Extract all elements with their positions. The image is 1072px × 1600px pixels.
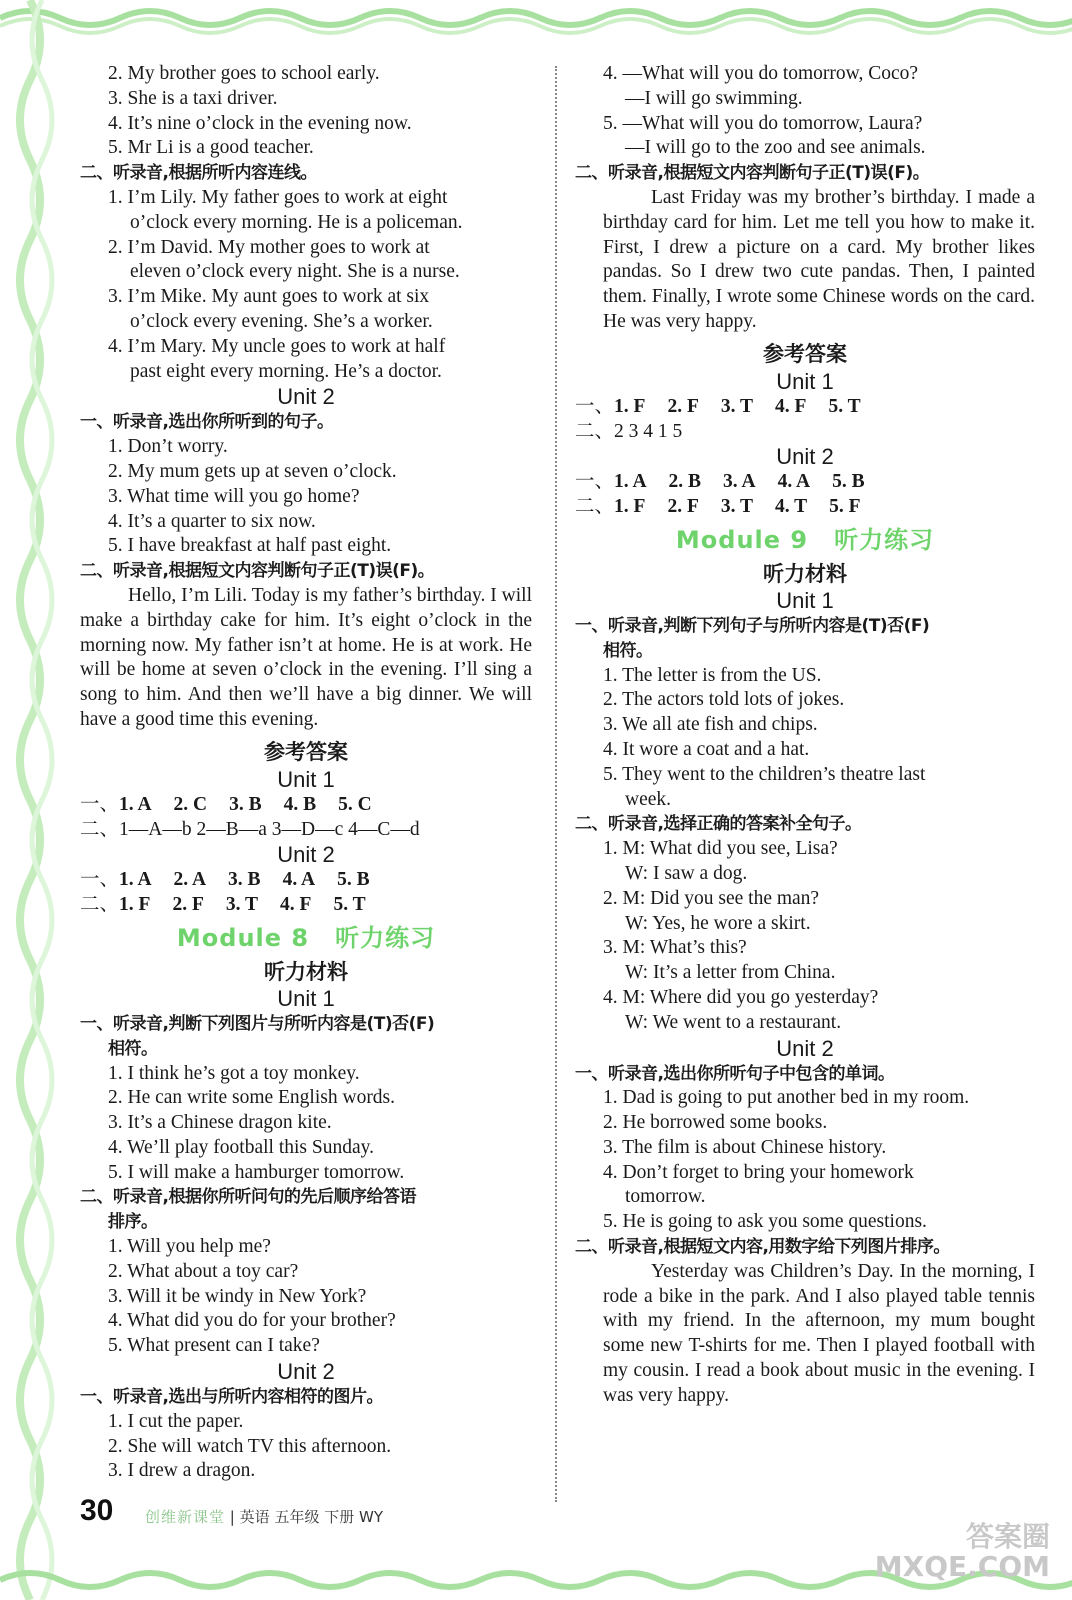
list-item: 1. Don’t worry.	[108, 436, 228, 458]
list-item: 5. I have breakfast at half past eight.	[108, 535, 392, 557]
watermark-line1: 答案圈	[965, 1520, 1050, 1553]
section-heading: 一、听录音,判断下列图片与所听内容是(T)否(F)	[80, 1013, 435, 1034]
list-item: 5. What present can I take?	[108, 1335, 320, 1357]
footer-volume: 下册	[324, 1508, 355, 1526]
answer: 1. A	[119, 869, 152, 891]
list-item: 5. Mr Li is a good teacher.	[108, 137, 314, 159]
list-item: 3. The film is about Chinese history.	[603, 1136, 887, 1158]
list-item: 3. What time will you go home?	[108, 485, 360, 507]
section-heading: 一、听录音,选出你所听到的句子。	[80, 412, 334, 433]
answer: 4. T	[775, 496, 808, 518]
list-item: 2. The actors told lots of jokes.	[603, 689, 845, 711]
passage	[575, 186, 1035, 335]
list-item: 2. She will watch TV this afternoon.	[108, 1435, 392, 1457]
list-item: 2. My brother goes to school early.	[108, 63, 380, 84]
dialog-line: 2. M: Did you see the man?	[603, 887, 820, 909]
answer-row	[575, 395, 1035, 420]
footer-info	[145, 1506, 383, 1527]
section-heading: 二、听录音,根据短文内容判断句子正(T)误(F)。	[575, 163, 930, 184]
watermark	[875, 1522, 1050, 1582]
list-item-cont: week.	[625, 788, 672, 810]
unit-heading: Unit 2	[277, 842, 335, 868]
answers-heading: 参考答案	[763, 341, 847, 366]
answer-label: 二、	[575, 496, 615, 518]
answer: 2. C	[173, 793, 208, 815]
answer-row	[80, 893, 532, 918]
dialog-line: W: It’s a letter from China.	[625, 962, 836, 984]
answer: 3. T	[225, 894, 259, 916]
list-item: 1. The letter is from the US.	[603, 664, 822, 686]
list-item: 3. Will it be windy in New York?	[108, 1285, 367, 1307]
unit-heading: Unit 2	[277, 1359, 335, 1385]
answer: 4. B	[283, 793, 317, 815]
list-item: 5. He is going to ask you some questions.	[603, 1211, 927, 1233]
list-item: 1. I’m Lily. My father goes to work at eight	[108, 186, 448, 208]
module-subtitle: 听力练习	[834, 525, 935, 554]
list-item: 2. He can write some English words.	[108, 1087, 396, 1109]
list-item: 1. Will you help me?	[108, 1236, 271, 1258]
page-number: 30	[80, 1494, 114, 1527]
list-item: 1. I cut the paper.	[108, 1410, 244, 1432]
list-item: 3. I drew a dragon.	[108, 1460, 256, 1482]
section-heading: 一、听录音,选出与所听内容相符的图片。	[80, 1387, 383, 1408]
answer-row: 二、1—A—b 2—B—a 3—D—c 4—C—d	[80, 818, 420, 840]
section-heading: 二、听录音,根据所听内容连线。	[80, 163, 317, 184]
section-heading: 二、听录音,根据你所听问句的先后顺序给答语	[80, 1187, 416, 1208]
footer-grade: 五年级	[274, 1508, 320, 1526]
brand-name: 创维新课堂	[145, 1508, 226, 1526]
list-item: 2. What about a toy car?	[108, 1260, 299, 1282]
section-heading-cont: 排序。	[108, 1212, 158, 1233]
dialog-line: 4. M: Where did you go yesterday?	[603, 986, 879, 1008]
materials-heading: 听力材料	[763, 561, 847, 586]
list-item: 5. I will make a hamburger tomorrow.	[108, 1161, 405, 1183]
answer: 2. F	[667, 395, 699, 417]
dialog-line: W: We went to a restaurant.	[625, 1011, 842, 1033]
answer: 3. T	[720, 395, 754, 417]
answer-row	[80, 793, 532, 818]
list-item: 1. Dad is going to put another bed in my room.	[603, 1087, 970, 1109]
answer-row	[575, 495, 1035, 520]
list-item: 4. It’s a quarter to six now.	[108, 510, 316, 532]
answer: 5. T	[828, 395, 861, 417]
dialog-line: 4. —What will you do tomorrow, Coco?	[603, 63, 919, 84]
answer: 1. F	[119, 894, 151, 916]
answer: 2. F	[667, 496, 699, 518]
answer: 4. A	[777, 471, 811, 493]
answer: 5. T	[333, 894, 366, 916]
answer: 3. T	[720, 496, 754, 518]
list-item: 4. Don’t forget to bring your homework	[603, 1161, 914, 1183]
list-item: 2. I’m David. My mother goes to work at	[108, 236, 430, 258]
answer: 2. F	[172, 894, 204, 916]
footer-subject: 英语	[239, 1508, 270, 1526]
answer: 3. A	[723, 471, 756, 493]
unit-heading: Unit 2	[776, 444, 834, 470]
top-wave-border	[0, 0, 1072, 40]
list-item: 5. They went to the children’s theatre last	[603, 763, 926, 785]
passage	[575, 1260, 1035, 1409]
dialog-line: —I will go swimming.	[625, 87, 803, 109]
answer: 1. A	[119, 793, 152, 815]
list-item-cont: o’clock every evening. She’s a worker.	[130, 310, 433, 332]
list-item: 3. We all ate fish and chips.	[603, 714, 818, 736]
list-item: 3. She is a taxi driver.	[108, 87, 278, 109]
answer-row	[80, 868, 532, 893]
list-item: 4. I’m Mary. My uncle goes to work at half	[108, 335, 446, 357]
module-heading	[575, 520, 1035, 560]
watermark-line2: MXQE.COM	[874, 1550, 1050, 1583]
list-item-cont: eleven o’clock every night. She is a nurse.	[130, 261, 460, 283]
footer-edition: WY	[359, 1508, 384, 1526]
list-item: 1. I think he’s got a toy monkey.	[108, 1062, 360, 1084]
answer-label: 一、	[80, 793, 120, 815]
answer: 3. B	[228, 869, 261, 891]
answer: 4. F	[280, 894, 312, 916]
answer-label: 一、	[575, 471, 615, 493]
list-item-cont: o’clock every morning. He is a policeman.	[130, 211, 463, 233]
answer: 1. F	[614, 395, 646, 417]
section-heading: 一、听录音,选出你所听句子中包含的单词。	[575, 1063, 895, 1084]
unit-heading: Unit 1	[277, 766, 335, 792]
unit-heading: Unit 1	[776, 368, 834, 394]
left-wave-border	[0, 0, 60, 1600]
section-heading: 一、听录音,判断下列句子与所听内容是(T)否(F)	[575, 615, 930, 636]
section-heading-cont: 相符。	[603, 640, 653, 661]
answer-label: 二、	[80, 894, 120, 916]
list-item: 3. I’m Mike. My aunt goes to work at six	[108, 286, 430, 308]
answer: 4. F	[775, 395, 807, 417]
answer: 1. F	[614, 496, 646, 518]
answer-label: 一、	[575, 395, 615, 417]
list-item: 4. It’s nine o’clock in the evening now.	[108, 112, 412, 134]
list-item-cont: tomorrow.	[625, 1186, 706, 1208]
answer: 2. B	[668, 471, 702, 493]
passage	[80, 584, 532, 733]
footer-separator: |	[229, 1508, 235, 1526]
answer: 5. B	[832, 471, 865, 493]
answer-row: 二、2 3 4 1 5	[575, 420, 683, 442]
dialog-line: 1. M: What did you see, Lisa?	[603, 838, 838, 860]
unit-heading: Unit 2	[776, 1035, 834, 1061]
dialog-line: —I will go to the zoo and see animals.	[625, 137, 926, 159]
answer: 5. F	[829, 496, 861, 518]
list-item: 3. It’s a Chinese dragon kite.	[108, 1112, 332, 1134]
list-item: 4. It wore a coat and a hat.	[603, 738, 810, 760]
module-title: Module 8	[176, 923, 310, 952]
column-divider	[555, 66, 557, 1502]
right-column	[575, 62, 1035, 1409]
dialog-line: 3. M: What’s this?	[603, 937, 747, 959]
list-item-cont: past eight every morning. He’s a doctor.	[130, 360, 442, 382]
answer: 5. B	[337, 869, 370, 891]
answer: 2. A	[173, 869, 207, 891]
left-column	[80, 62, 532, 1484]
unit-heading: Unit 2	[277, 384, 335, 410]
passage-text: Last Friday was my brother’s birthday. I made a birthday card for him. Let me tell you how to make it. First, I drew a picture on a card. My brother likes pandas. So I drew two cute pandas. Then, I painted them. Finally, I wrote some Chinese words on the card. He was very happy.	[603, 186, 1035, 332]
section-heading: 二、听录音,选择正确的答案补全句子。	[575, 814, 862, 835]
list-item: 4. We’ll play football this Sunday.	[108, 1136, 374, 1158]
answer-row	[575, 470, 1035, 495]
answer: 4. A	[282, 869, 316, 891]
section-heading: 二、听录音,根据短文内容,用数字给下列图片排序。	[575, 1237, 950, 1258]
list-item: 2. He borrowed some books.	[603, 1112, 828, 1134]
unit-heading: Unit 1	[776, 587, 834, 613]
unit-heading: Unit 1	[277, 985, 335, 1011]
section-heading: 二、听录音,根据短文内容判断句子正(T)误(F)。	[80, 561, 435, 582]
module-subtitle: 听力练习	[335, 923, 436, 952]
passage-text: Yesterday was Children’s Day. In the morning, I rode a bike in the park. And I also played table tennis with my friend. In the afternoon, my mum bought some new T-shirts for me. Then I played football with my cousin. I read a book about music in the evening. I was very happy.	[603, 1260, 1035, 1406]
materials-heading: 听力材料	[264, 959, 348, 984]
dialog-line: W: Yes, he wore a skirt.	[625, 912, 811, 934]
module-heading	[80, 918, 532, 958]
answer: 3. B	[229, 793, 262, 815]
dialog-line: 5. —What will you do tomorrow, Laura?	[603, 112, 923, 134]
answer: 5. C	[338, 793, 372, 815]
module-title: Module 9	[675, 525, 809, 554]
list-item: 4. What did you do for your brother?	[108, 1310, 396, 1332]
answer: 1. A	[614, 471, 647, 493]
answers-heading: 参考答案	[264, 739, 348, 764]
dialog-line: W: I saw a dog.	[625, 862, 748, 884]
section-heading-cont: 相符。	[108, 1038, 158, 1059]
passage-text: Hello, I’m Lili. Today is my father’s birthday. I will make a birthday cake for him. It’s eight o’clock in the morning now. My father isn’t at home. He is at work. He will be home at seven o’clock in the evening. I’ll sing a song to him. And then we’ll have a big dinner. We will have a good time this evening.	[80, 584, 532, 730]
answer-label: 一、	[80, 869, 120, 891]
list-item: 2. My mum gets up at seven o’clock.	[108, 460, 397, 482]
